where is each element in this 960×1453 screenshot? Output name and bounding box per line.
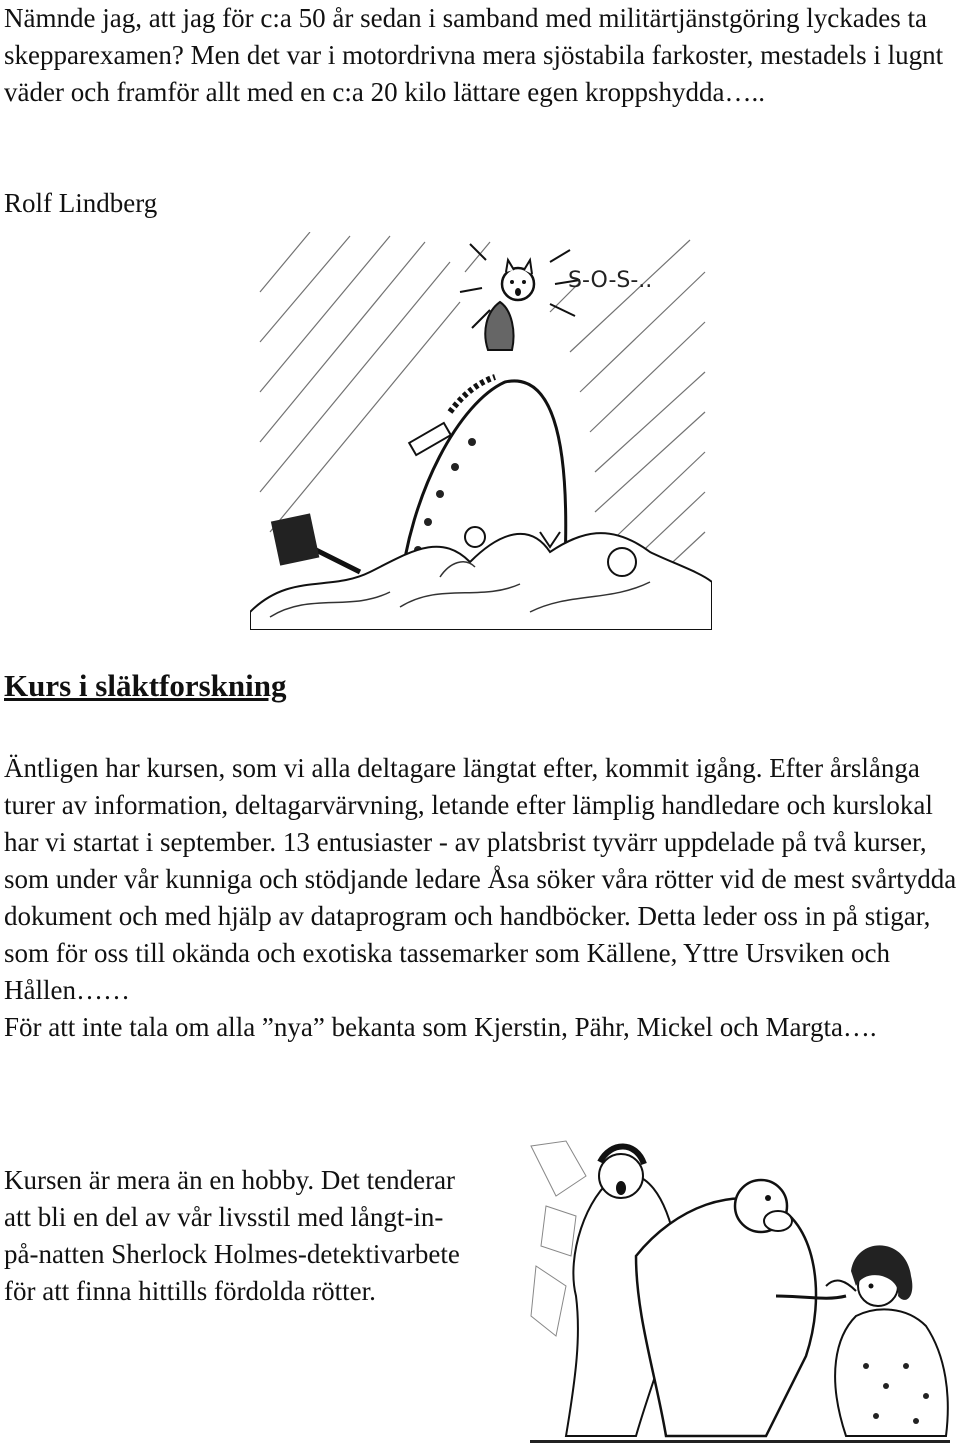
sos-text: S-O-S-.. — [568, 268, 653, 293]
sinking-ship-cartoon — [250, 232, 712, 630]
genealogy-cartoon — [526, 1136, 954, 1448]
hobby-paragraph: Kursen är mera än en hobby. Det tenderar att bli en del av vår livsstil med långt-in-på-natten Sherlock Holmes-detektivarbete för att finna hittills fördolda rötter. — [4, 1165, 460, 1306]
course-body: Äntligen har kursen, som vi alla deltagare längtat efter, kommit igång. Efter årslånga turer av information, deltagarvärvning, letande efter lämplig handledare och kurslokal har vi startat i september. 13 entusiaster - av platsbrist tyvärr uppdelade på två kurser, som under vår kunniga och stödjande ledare Åsa söker våra rötter vid de mest svårtydda dokument och med hjälp av dataprogram och handböcker. Detta leder oss in på stigar, som för oss till okända och exotiska tassemarker som Källene, Yttre Ursviken och Hållen…… För att inte tala om alla ”nya” bekanta som Kjerstin, Pähr, Mickel och Margta…. — [4, 753, 957, 1042]
intro-paragraph: Nämnde jag, att jag för c:a 50 år sedan i samband med militärtjänstgöring lyckades ta skepparexamen? Men det var i motordrivna mera sjöstabila farkoster, mestadels i lugnt väder och framför allt med en c:a 20 kilo lättare egen kroppshydda….. — [4, 3, 944, 107]
course-heading: Kurs i släktforskning — [4, 668, 287, 703]
signature: Rolf Lindberg — [4, 188, 158, 218]
footer-rule — [530, 1440, 950, 1443]
